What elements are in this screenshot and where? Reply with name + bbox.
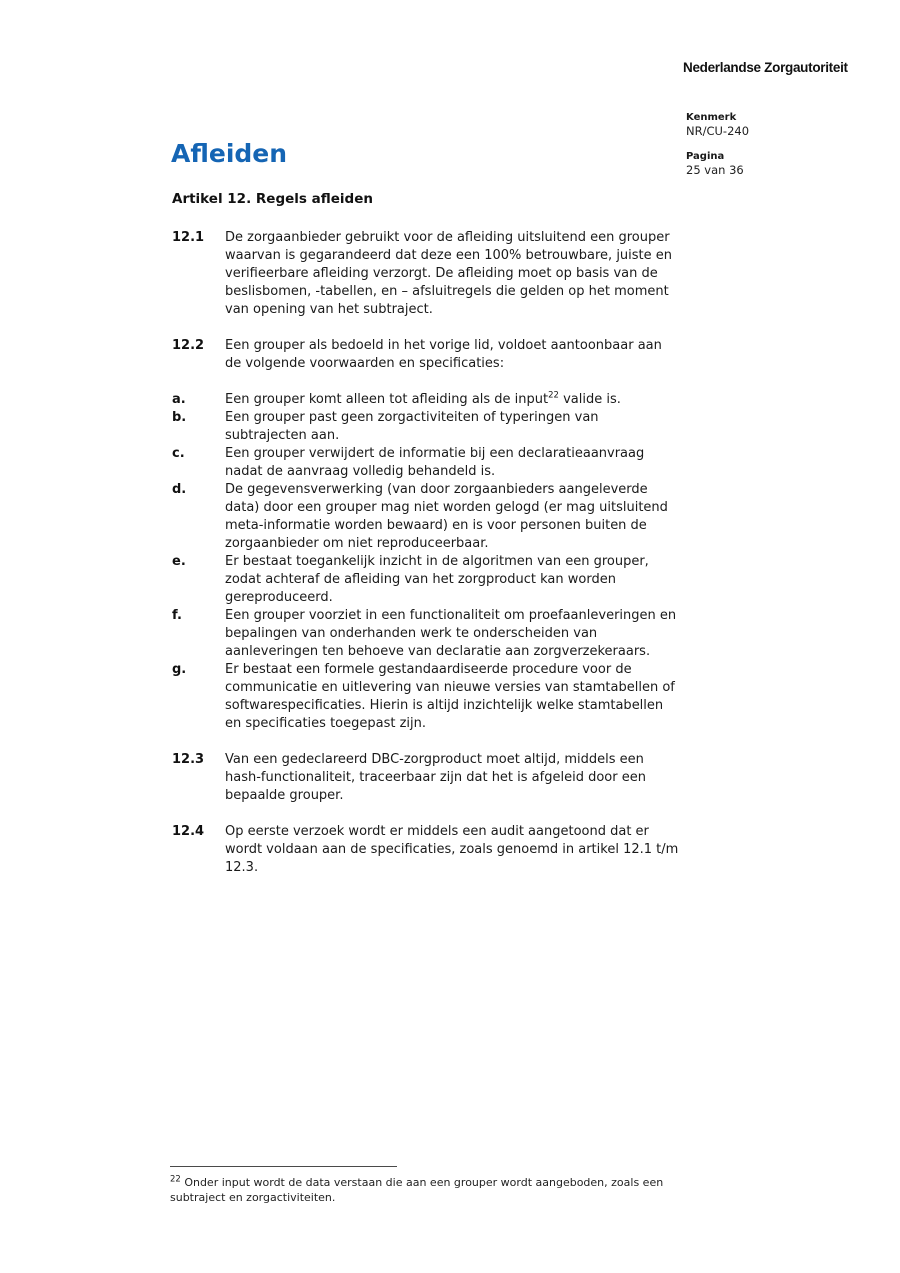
list-item-text: De gegevensverwerking (van door zorgaanbieders aangeleverde data) door een grouper mag niet worden gelogd (er mag uitsluitend meta-informatie worden bewaard) en is voor personen buiten de zorgaanbieder om niet reproduceerbaar. [225, 482, 668, 551]
meta-pagina [686, 150, 749, 178]
list-item-text: Er bestaat toegankelijk inzicht in de algoritmen van een grouper, zodat achteraf de afleiding van het zorgproduct kan worden gereproduceerd. [225, 554, 649, 605]
org-name: Nederlandse Zorgautoriteit [683, 60, 848, 75]
page-meta [686, 111, 749, 189]
list-marker: b. [172, 410, 187, 425]
footnote-divider [170, 1166, 397, 1167]
section-text: De zorgaanbieder gebruikt voor de afleiding uitsluitend een grouper waarvan is gegarandeerd dat deze een 100% betrouwbare, juiste en verifieerbare afleiding verzorgt. De afleiding moet op basis van de beslisbomen, -tabellen, en – afsluitregels die gelden op het moment van opening van het subtraject. [225, 230, 673, 317]
spec-item-e [172, 553, 680, 607]
kenmerk-value: NR/CU-240 [686, 124, 750, 138]
list-item-text: Een grouper past geen zorgactiviteiten of typeringen van subtrajecten aan. [225, 410, 599, 443]
section-text: Op eerste verzoek wordt er middels een audit aangetoond dat er wordt voldaan aan de specificaties, zoals genoemd in artikel 12.1 t/m 12.3. [225, 824, 679, 875]
section-number: 12.2 [172, 338, 205, 353]
list-marker: d. [172, 482, 187, 497]
section-text: Van een gedeclareerd DBC-zorgproduct moet altijd, middels een hash-functionaliteit, traceerbaar zijn dat het is afgeleid door een bepaalde grouper. [225, 752, 646, 803]
list-item-text: Er bestaat een formele gestandaardiseerde procedure voor de communicatie en uitlevering van nieuwe versies van stamtabellen of softwarespecificaties. Hierin is altijd inzichtelijk welke stamtabellen en specificaties toegepast zijn. [225, 662, 675, 731]
footnote-text [170, 1175, 670, 1205]
list-marker: e. [172, 554, 186, 569]
footnote [170, 1166, 670, 1205]
list-item-text: Een grouper voorziet in een functionaliteit om proefaanleveringen en bepalingen van onderhanden werk te onderscheiden van aanleveringen ten behoeve van declaratie aan zorgverzekeraars. [225, 608, 677, 659]
kenmerk-label: Kenmerk [686, 112, 737, 123]
list-marker: c. [172, 446, 185, 461]
spec-item-a [172, 391, 680, 409]
list-marker: g. [172, 662, 187, 677]
spec-item-c [172, 445, 680, 481]
footnote-reference: 22 [548, 390, 559, 401]
section-text: Een grouper als bedoeld in het vorige lid, voldoet aantoonbaar aan de volgende voorwaarden en specificaties: [225, 338, 662, 371]
section-12-1 [172, 229, 680, 319]
pagina-value: 25 van 36 [686, 163, 744, 177]
spec-item-g [172, 661, 680, 733]
footnote-number: 22 [170, 1174, 181, 1185]
list-item-text [225, 391, 680, 409]
article-heading: Artikel 12. Regels afleiden [172, 191, 373, 207]
list-marker: a. [172, 392, 186, 407]
list-marker: f. [172, 608, 182, 623]
spec-item-d [172, 481, 680, 553]
footnote-text-body: Onder input wordt de data verstaan die aan een grouper wordt aangeboden, zoals een subtraject en zorgactiviteiten. [170, 1176, 664, 1204]
list-item-text-part: Een grouper komt alleen tot afleiding als de input [225, 392, 549, 407]
page-title: Afleiden [171, 139, 288, 168]
list-item-text: Een grouper verwijdert de informatie bij een declaratieaanvraag nadat de aanvraag volledig behandeld is. [225, 446, 645, 479]
section-number: 12.4 [172, 824, 205, 839]
section-number: 12.1 [172, 230, 205, 245]
spec-item-f [172, 607, 680, 661]
list-item-text-part: valide is. [558, 392, 621, 407]
section-12-2 [172, 337, 680, 373]
section-12-3 [172, 751, 680, 805]
pagina-label: Pagina [686, 151, 725, 162]
section-number: 12.3 [172, 752, 205, 767]
meta-kenmerk [686, 111, 749, 139]
article-body [172, 229, 680, 877]
section-12-4 [172, 823, 680, 877]
spec-item-b [172, 409, 680, 445]
